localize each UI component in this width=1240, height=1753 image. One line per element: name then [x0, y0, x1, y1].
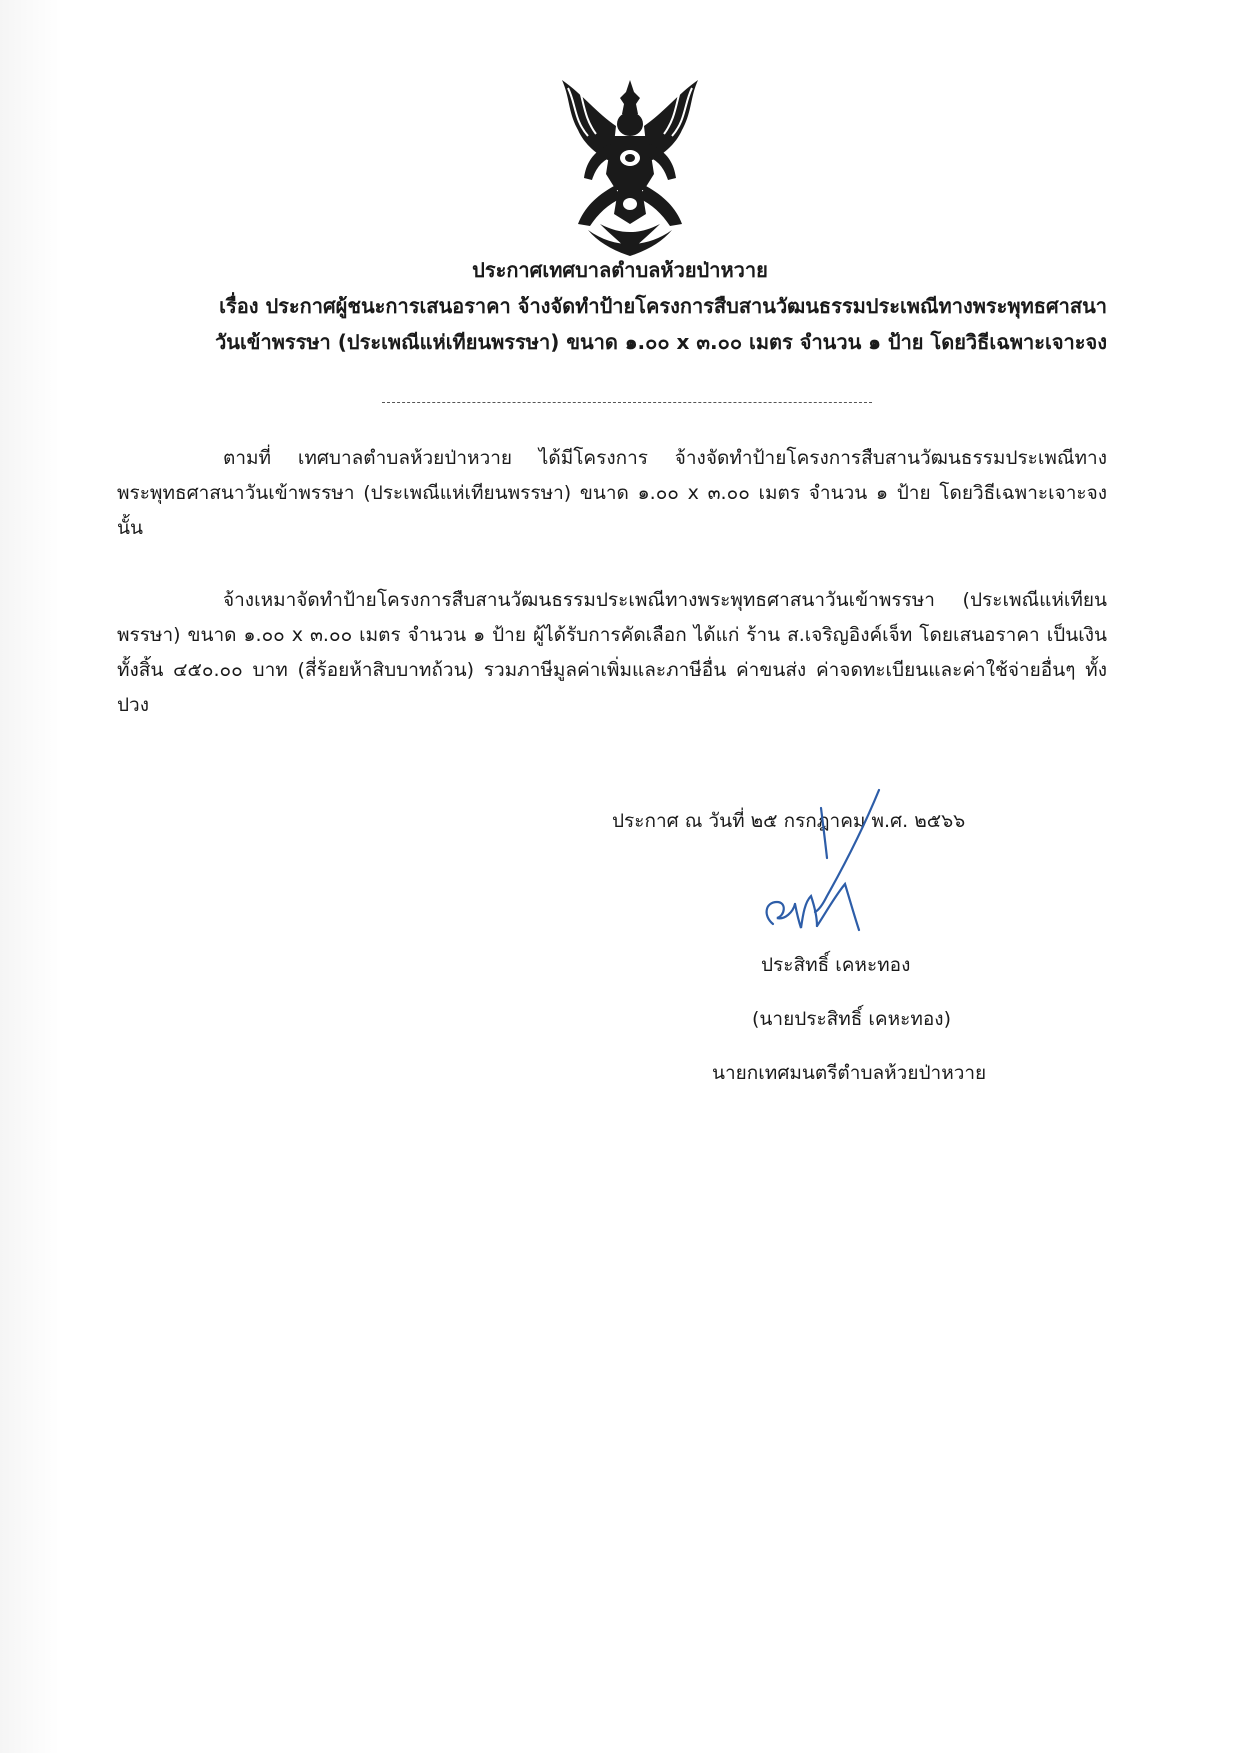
garuda-emblem-icon — [548, 74, 712, 258]
subject-line-2: วันเข้าพรรษา (ประเพณีแห่เทียนพรรษา) ขนาด ๑.๐๐ x ๓.๐๐ เมตร จำนวน ๑ ป้าย โดยวิธีเฉพาะเจาะจง — [215, 330, 1107, 354]
signer-full-name: (นายประสิทธิ์ เคหะทอง) — [752, 1008, 951, 1030]
body-paragraph-2 — [117, 583, 1107, 723]
paragraph-2-text: จ้างเหมาจัดทำป้ายโครงการสืบสานวัฒนธรรมประเพณีทางพระพุทธศาสนาวันเข้าพรรษา (ประเพณีแห่เทียนพรรษา) ขนาด ๑.๐๐ x ๓.๐๐ เมตร จำนวน ๑ ป้าย ผู้ได้รับการคัดเลือก ได้แก่ ร้าน ส.เจริญอิงค์เจ็ท โดยเสนอราคา เป็นเงินทั้งสิ้น ๔๕๐.๐๐ บาท (สี่ร้อยห้าสิบบาทถ้วน) รวมภาษีมูลค่าเพิ่มและภาษีอื่น ค่าขนส่ง ค่าจดทะเบียนและค่าใช้จ่ายอื่นๆ ทั้งปวง — [117, 589, 1107, 716]
handwritten-signature — [755, 784, 895, 944]
announcement-title: ประกาศเทศบาลตำบลห้วยป่าหวาย — [472, 258, 768, 282]
signer-name: ประสิทธิ์ เคหะทอง — [761, 954, 911, 976]
announcement-date: ประกาศ ณ วันที่ ๒๕ กรกฎาคม พ.ศ. ๒๕๖๖ — [612, 810, 966, 832]
paragraph-1-text: ตามที่ เทศบาลตำบลห้วยป่าหวาย ได้มีโครงการ จ้างจัดทำป้ายโครงการสืบสานวัฒนธรรมประเพณีทางพระพุทธศาสนาวันเข้าพรรษา (ประเพณีแห่เทียนพรรษา) ขนาด ๑.๐๐ x ๓.๐๐ เมตร จำนวน ๑ ป้าย โดยวิธีเฉพาะเจาะจง นั้น — [117, 447, 1107, 539]
separator-dashed-line — [382, 402, 872, 403]
body-paragraph-1 — [117, 441, 1107, 546]
signer-position: นายกเทศมนตรีตำบลห้วยป่าหวาย — [712, 1062, 987, 1084]
subject-line-1: เรื่อง ประกาศผู้ชนะการเสนอราคา จ้างจัดทำป้ายโครงการสืบสานวัฒนธรรมประเพณีทางพระพุทธศาสนา — [219, 294, 1107, 318]
